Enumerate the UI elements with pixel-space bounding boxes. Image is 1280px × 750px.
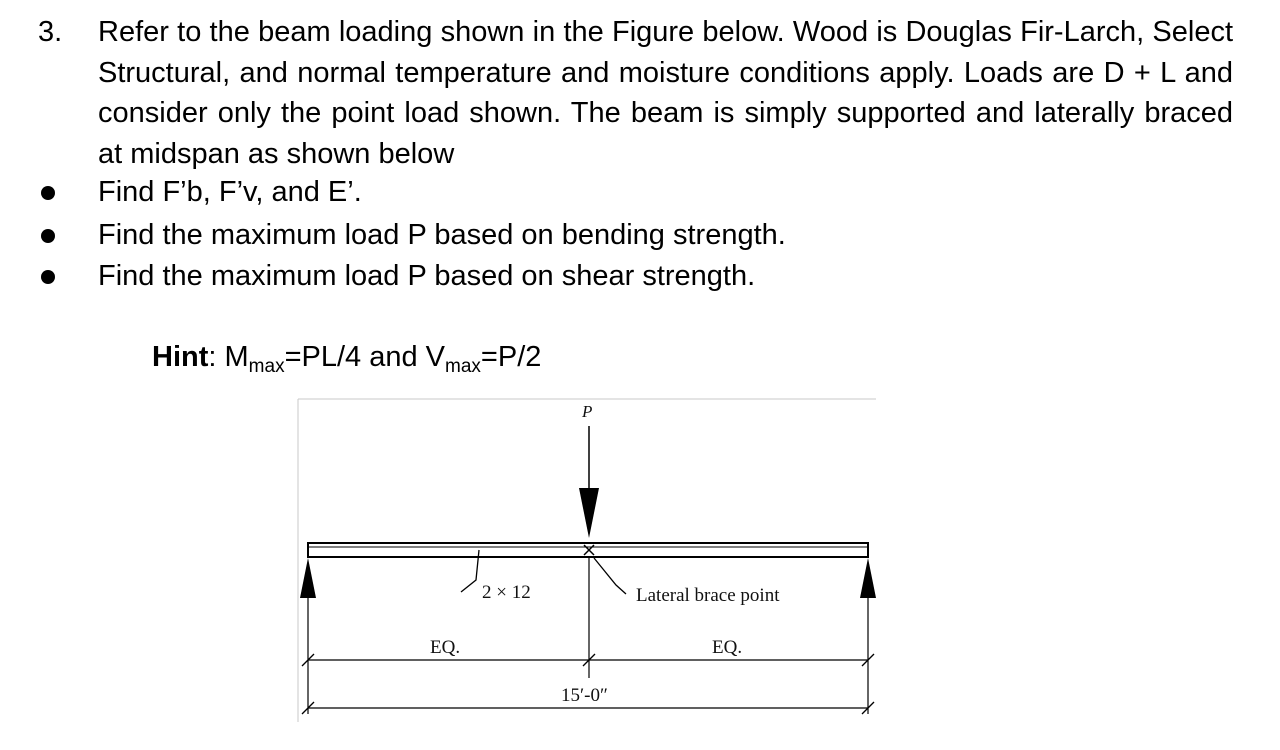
right-support-icon [860, 558, 876, 598]
left-support-icon [300, 558, 316, 598]
bullet-item [0, 215, 1280, 255]
beam-diagram [296, 396, 880, 726]
bullet-text: Find the maximum load P based on bending strength. [98, 219, 786, 251]
lateral-brace-label: Lateral brace point [636, 585, 780, 606]
moment-subscript: max [248, 356, 285, 377]
bullet-icon [41, 229, 55, 243]
hint-colon: : [208, 341, 225, 373]
right-eq-label: EQ. [712, 637, 743, 658]
moment-equation: =PL/4 and [284, 341, 426, 373]
shear-equation: =P/2 [480, 341, 542, 373]
member-size-label: 2 × 12 [482, 582, 531, 603]
bullet-item [0, 172, 1280, 212]
bullet-item [0, 256, 1280, 296]
load-label: P [582, 402, 593, 421]
question-text: Refer to the beam loading shown in the Figure below. Wood is Douglas Fir-Larch, Select Structural, and normal temperature and moisture conditions apply. Loads are D + L and consider only the point load shown. The beam is simply supported and laterally braced at midspan as shown below [98, 16, 1233, 170]
bullet-text: Find F’b, F’v, and E’. [98, 176, 362, 208]
bullet-icon [41, 270, 55, 284]
shear-symbol: V [425, 341, 446, 373]
moment-symbol: M [224, 341, 249, 373]
question-number: 3. [38, 16, 63, 48]
shear-subscript: max [445, 356, 481, 377]
brace-leader-line [594, 558, 626, 594]
hint-line [152, 337, 541, 381]
span-length-label: 15′-0″ [561, 685, 608, 706]
left-eq-label: EQ. [430, 637, 461, 658]
hint-label: Hint [152, 341, 209, 373]
beam-figure [296, 396, 880, 726]
load-arrow-head [579, 488, 599, 538]
bullet-icon [41, 186, 55, 200]
bullet-text: Find the maximum load P based on shear strength. [98, 260, 756, 292]
